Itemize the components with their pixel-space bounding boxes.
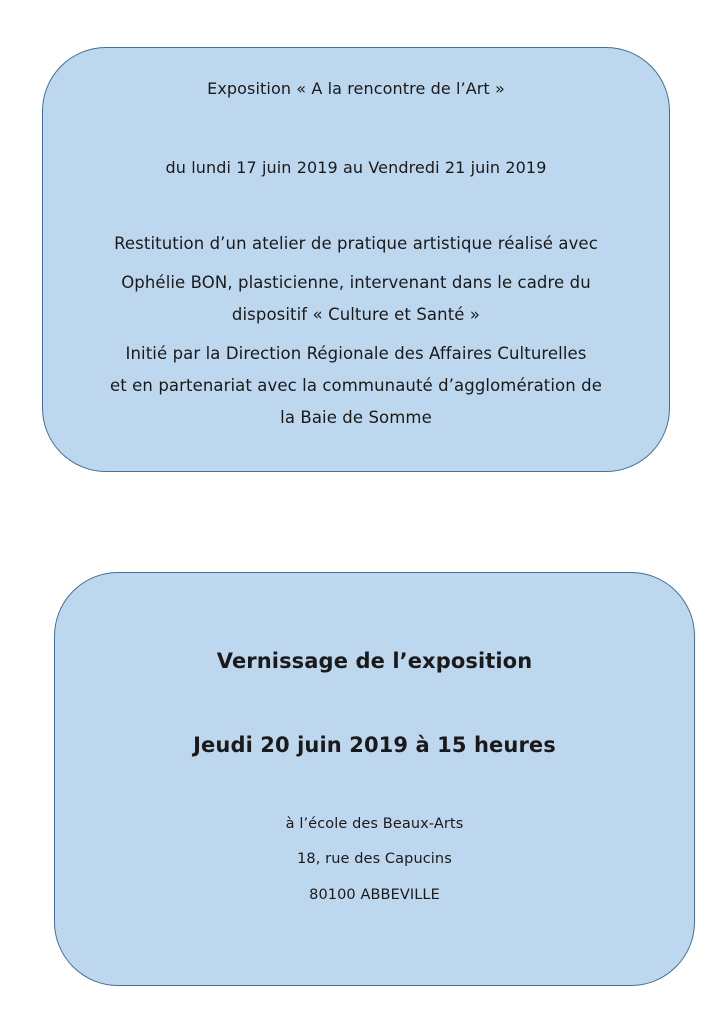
description-line: dispositif « Culture et Santé »: [231, 305, 481, 324]
description-line: la Baie de Somme: [280, 408, 432, 427]
description-line: Initié par la Direction Régionale des Affaires Culturelles: [125, 344, 587, 363]
address-line: 18, rue des Capucins: [297, 851, 452, 867]
exhibition-dates: du lundi 17 juin 2019 au Vendredi 21 juin 2019: [165, 158, 547, 177]
description-line: Ophélie BON, plasticienne, intervenant dans le cadre du: [121, 273, 591, 292]
opening-heading: Vernissage de l’exposition: [216, 649, 533, 673]
opening-event-box: [54, 572, 695, 986]
exhibition-info-box: [42, 47, 670, 472]
opening-datetime: Jeudi 20 juin 2019 à 15 heures: [193, 733, 556, 757]
description-line: et en partenariat avec la communauté d’agglomération de: [110, 376, 602, 395]
address-line: 80100 ABBEVILLE: [309, 887, 440, 903]
address-line: à l’école des Beaux-Arts: [285, 816, 464, 832]
exhibition-title: Exposition « A la rencontre de l’Art »: [207, 79, 505, 98]
description-line: Restitution d’un atelier de pratique artistique réalisé avec: [114, 234, 598, 253]
